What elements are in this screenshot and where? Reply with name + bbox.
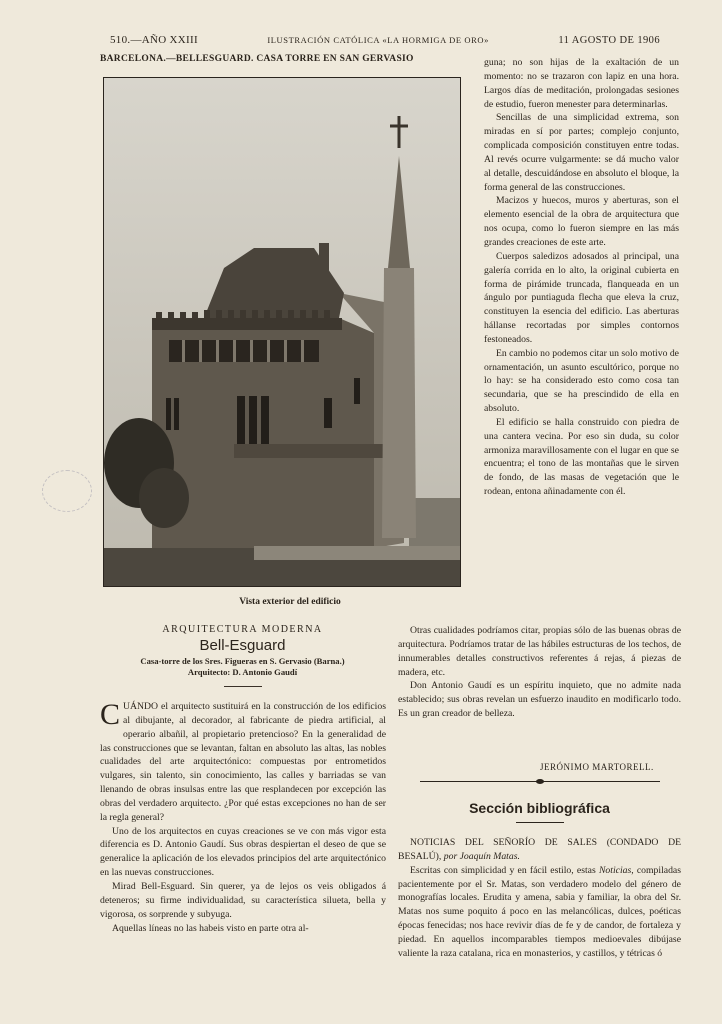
- tower: [382, 268, 416, 538]
- distant-building: [409, 498, 461, 548]
- gallery-windows: [169, 340, 319, 362]
- title-divider: [224, 686, 262, 687]
- article-paragraph: Aquellas líneas no las habeis visto en parte otra al-: [112, 922, 309, 934]
- article-paragraph: Don Antonio Gaudí es un espíritu inquieto, que no admite nada establecido; sus obras revelan un esfuerzo inaudito en modificarlo todo. Es un gran creador de belleza.: [398, 680, 681, 720]
- path: [254, 546, 461, 560]
- library-stamp: [42, 470, 92, 512]
- tree-shrub: [139, 468, 189, 528]
- chimney: [319, 243, 329, 273]
- section-label: ARQUITECTURA MODERNA: [162, 624, 323, 635]
- page-header: [110, 34, 660, 46]
- balcony: [234, 444, 384, 458]
- dropcap: C: [100, 698, 121, 731]
- biblio-column: [398, 836, 681, 961]
- page-number-year: 510.—AÑO XXIII: [110, 34, 198, 46]
- photo-top-caption: BARCELONA.—BELLESGUARD. CASA TORRE EN SAN GERVASIO: [100, 54, 414, 64]
- article-paragraph: El edificio se halla construido con piedra de una cantera vecina. Por eso sin duda, su color armoniza maravillosamente con el lugar en que se encuentra; el tono de las montañas que le sirven de fondo, de las masas de vegetación que le rodean, entona añinadamente con él.: [484, 416, 679, 498]
- article-paragraph: CUÁNDO el arquitecto sustituirá en la construcción de los edificios al dibujante, al decorador, al fabricante de piedra artificial, al operario albañil, al propietario pretencioso? En la generalidad de las construcciones que se levantan, faltan en absoluto las altas, las nobles cualidades del arte arquitectónico: compuestas por entrometidos vulgares, sin talento, sin conocimiento, las calles y barriadas se van llenando de obras insulsas entre las que resplandecen por excepción las obras del verdadero arquitecto. ¿Por qué estas excepciones no han de ser la regla general?: [100, 698, 386, 823]
- article-paragraph: Macizos y huecos, muros y aberturas, son el elemento esencial de la obra de arquitectura que nos ocupa, como lo fueron siempre en las más grandes creaciones de este arte.: [484, 195, 679, 248]
- bellesguard-illustration: [104, 78, 461, 587]
- subtitle-architect: Arquitecto: D. Antonio Gaudí: [187, 667, 298, 677]
- article-paragraph: Uno de los arquitectos en cuyas creaciones se ve con más vigor esta diferencia es D. Antonio Gaudí. Sus obras despiertan el deseo de que se generalice la aplicación de los elevados principios del arte arquitectónico en las nuevas construcciones.: [100, 825, 386, 879]
- biblio-entry-heading: NOTICIAS DEL SEÑORÍO DE SALES (CONDADO DE BESALÚ), por Joaquín Matas.: [398, 837, 681, 862]
- photo-caption: Vista exterior del edificio: [239, 597, 341, 607]
- article-left-column: [100, 700, 386, 935]
- article-title: Bell-Esguard: [199, 637, 286, 654]
- article-paragraph: Mirad Bell-Esguard. Sin querer, ya de lejos os veis obligados á deteneros; su firme individualidad, su característica silueta, bella y vigorosa, os sorprende y subyuga.: [100, 880, 386, 920]
- biblio-section-title: Sección bibliográfica: [469, 800, 610, 816]
- author-signature: JERÓNIMO MARTORELL.: [540, 762, 654, 772]
- biblio-review: Escritas con simplicidad y en fácil estilo, estas Noticias, compiladas pacientemente por el Sr. Matas, son verdadero modelo del género de monografías locales. Erudita y amena, sabia y familiar, la obra del Sr. Matas nos sume poquito á poco en las melancólicas, dulces, poéticas épocas fenecidas; nos hace revivir días de fe y de candor, de fortaleza y piedad. En aquellos incomparables tiempos medioevales dibújase valiente la raza catalana, rica en monasterios, y castillos, y tétricas ó: [398, 864, 681, 959]
- issue-date: 11 AGOSTO DE 1906: [558, 35, 660, 46]
- article-right-column: [484, 56, 679, 499]
- subtitle-owners: Casa-torre de los Sres. Figueras en S. Gervasio (Barna.): [140, 656, 345, 666]
- publication-name: ILUSTRACIÓN CATÓLICA «LA HORMIGA DE ORO»: [267, 35, 489, 45]
- article-paragraph: guna; no son hijas de la exaltación de un momento: no se trazaron con lapiz en una hora. Largos días de meditación, prolongadas sesiones de estudio, fueron menester para determinarlas.: [484, 57, 679, 110]
- signature-divider: [420, 781, 660, 782]
- article-paragraph: Sencillas de una simplicidad extrema, son miradas en sí por partes; complejo conjunto, complicada composición constituyen entre todas. Al revés ocurre vulgarmente: se dá mucho valor al detalle, descuidándose en absoluto el bloque, la forma general de las construcciones.: [484, 112, 679, 193]
- article-paragraph: En cambio no podemos citar un solo motivo de ornamentación, un asunto escultórico, porque no lo hay: se ha considerado esto como cosa tan secundaria, que se ha prescindido de ella en absoluto.: [484, 347, 679, 415]
- article-paragraph: Cuerpos saledizos adosados al principal, una galería corrida en lo alto, la original cubierta en forma de pirámide truncada, flanqueada en un ángulo por puntiaguda flecha que eleva la cruz, constituyen la esencia del edificio. Las aberturas hállanse recortadas por simples contornos festoneados.: [484, 250, 679, 345]
- biblio-divider: [516, 822, 564, 823]
- article-continuation: [398, 624, 681, 721]
- article-paragraph: Otras cualidades podríamos citar, propias sólo de las buenas obras de arquitectura. Podríamos tratar de las hábiles estructuras de los techos, de innumerables detalles constructivos referentes á rejas, á piezas de madera, etc.: [398, 625, 681, 678]
- building-photograph: [103, 77, 461, 587]
- article-subtitle: [100, 656, 385, 678]
